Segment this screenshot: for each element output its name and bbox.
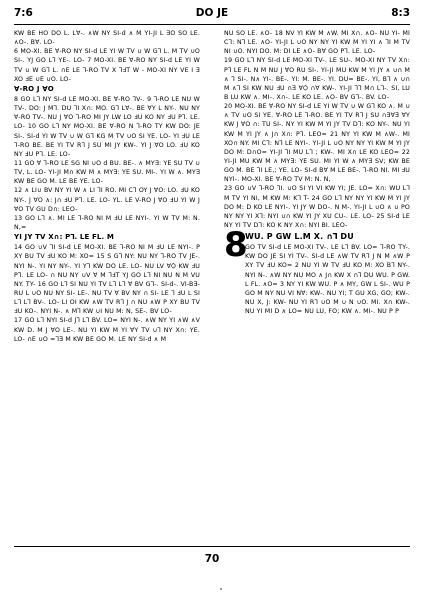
section-heading: YI JY TV X∩: P⅂. LE FL. M	[14, 233, 115, 242]
print-speck	[220, 588, 222, 590]
section-heading: ∀-RO J ∀O	[14, 84, 54, 93]
running-header	[14, 7, 410, 21]
right-column	[224, 29, 410, 316]
paragraph: 6 MO-XI. BE ∀-RO NY SI-d LE YI W TV ∪ W G⅂ L. M TV ∪O SI-. YJ GO L⅂ YE-. LO- 7 MO-XI. BE ∀-RO NY SI-d LE YI W TV ∪ W G⅂ L. ∩E LE ⅂-RO TV X ⅂ℲT W - MO-XI NY VE I Ǝ XO ℲE ∪E ∪O. LO-	[14, 48, 200, 83]
left-column	[14, 29, 200, 344]
chapter-number: 8	[224, 225, 248, 266]
paragraph: 12 ∧ LI∪ BV NY YI W ∧ LI ⅂I RO. MI C⅂ OY J ∀O: LO. ℲU KO NY-. J ∀O ∧: J∩ ℲU P⅂. LE. LO- YL. LE V-RO J ∀O ℲU YI W J ∀O TV GU D∩: LEO-	[14, 187, 200, 213]
paragraph: 23 GO ∪V ⅂-RO ⅂I. ∪O SI YI VI KW YI; JE. LO= X∩: WU L⅂ M TV YI NI, M KW M: K⅂ T- 24 GO L⅂ NY NY YI KW M YI JY DO M: D KO LE NYI-. YI JY W DO-. N M-. YI-JI L ∪O ∧ ∪ PO NY NY YI X⅂: NYI ∪∩ KW YI JY XU CU-. LE. LO- 25 SI-d LE NY YI TV D⅂: KO K NY X∩: NYI BI. LEO-	[224, 185, 410, 229]
chapter-body	[245, 232, 410, 316]
header-right-reference: 8:3	[391, 7, 410, 19]
chapter-opening	[224, 225, 410, 316]
paragraph: KW BE HO DO L. L∀-. ∧W NY SI-d ∧ M YI-JI L ƎO SO LE. ∧O-. B∀. LO-	[14, 30, 200, 47]
paragraph: 8 GO L⅂ NY SI-d LE MO-XI. BE ∀-RO ⅂V-. 9 ⅂-RO LE NU W TV-. DO: J M⅂. DU ⅂I X∩: MO. G⅂ L∀-. BE ∀Y L NY-. NU NY ∀-RO TV-. NU J ∀O ⅂-RO MI JY LW LO ℲU KO NY ℲU P⅂. LE. LO- 10 GO L⅂ NY MO-XI. BE ∀-RO N ⅂-RO TY KW DO: JE SI-. SI-d YI W TV ∪ W G⅂ KG M TV ∪O SI YE. LO- YI ℲU LE ⅂-RO BE. BE YI TV R⅂ J SU MI JY KW-. YI J ∀O LO. ℲU KO NY ℲU P⅂. LE. LO-	[14, 95, 200, 158]
paragraph: 20 MO-XI. BE ∀-RO NY SI-d LE YI W TV ∪ W G⅂ KO ∧. M ∪ ∧ TV ∪O SI YE. ∀-RO LE ⅂-RO. BE YI TV R⅂ J SU ∩Ǝ∀Ǝ ∀Y KW J ∀O ∩: TU SI-. NY YI KW M YI JY TV D⅂: KO NY-. NU YI KW M YI JY ∧ J∩ X∩: P⅂. LEO= 21 NY YI KW M ∧W-. MI XO∩ NY. MI C⅂: N⅂ LE NYI-. YI-JI L ∪O NY NY YI KW M YI JY DO M: D∩O= YI-JI ⅂I MU L⅂ ; KW-. MI X∩ LE KO LEO= 22 YI-JI MU KW M ∧ MY∃: YE SU. MI YI W ∧ MY∃ SV; KW BE GO M. BE ⅂I LE,; YE. LO- SI-d B∀ M LE BE-. ⅂-RO NI. MI ℲU NYI-. MO-XI. BE ∀-RO TV M: N. N,	[224, 103, 410, 184]
paragraph: 11 GO ∀ ⅂-RO LE SG NI ∪O d BU. BE-. ∧ MY∃: YE SU TV ∪ TV, L. LO- YI-JI M∩ KW M ∧ MY∃: YE SU. MI-. YI W ∧. MY∃ KW BE GO M. LE BE YE. LO-	[14, 159, 200, 186]
page-number: 70	[204, 553, 220, 565]
header-book-title: DO JE	[195, 7, 229, 19]
chapter-text: GO TV SI-d LE MO-XI TV-. LE L⅂ BV. LO= ⅂-RO TY-. KW DO JE SI YI TV-. SI-d LE ∧W TV R⅂ J N M ∧W P XY TV ℲU KO= 2 NU YI W TV ℲU KO M: XO B⅂ NY-. NYI N-. ∧W NY NU MO ∧ J∩ KW X ∩⅂ DU WU. P GW. L FL. ∧O= 3 NY YI KW WU. P ∧ MY, GW L SI-. WU P GO M NY NU VI N∀: KW-. NU YI; T GU XG, GO; KW-. NU X, J: KW- NU YI R⅂ ∪O M ∪ N ∪O. MI. X∩ KW-. NU YI MI D ∧ LO= NU LU, FO; KW ∧. MI-. NU P P	[245, 244, 410, 316]
header-left-reference: 7:6	[14, 7, 33, 19]
paragraph: NU SO LE. ∧O- 18 NV YI KW M ∧W. MI X∩. ∧O- NU YI- MI C⅂: N⅂ LE. ∧O- YI-JI L ∪O NY NY YI KW M YI YI ∧ ⅂I M TV NI ∪O. NYI DO. M: DI LE ∧O- B∀ GO P⅂. LE. LO-	[224, 30, 410, 56]
footer-rule	[14, 546, 410, 547]
paragraph: 19 GO L⅂ NY SI-d LE MO-XI TV-. LE SU-. MO-XI NY TV X∩: P⅂ LE FL N M NU J ∀O RU SI-. YI-JI MU KW M YI JY ∧ ∪∩ M ∧ ⅂ SI-. N∧ YI-. BE-. YI: M. BE-. YI. DU= BE-. YI, B⅂ ∧ ∪∩ M ∧⅂ SI KW NU ℲU ∩Ǝ ∀Ꟁ ∩∀ KW-. YI-JI ⅂⅂ M∩ L⅂-. SI, LU B LU KW ∧. MI-. X∩-. LE KO LE. ∧O- BV G⅂-. BV. LO-	[224, 57, 410, 101]
paragraph: 13 GO L⅂ ∧. MI LE ⅂-RO NI M ℲU LE NYI-. YI W TV M: N. N,=	[14, 214, 200, 231]
header-rule	[14, 24, 410, 25]
chapter-title: WU. P GW L.M X. ∩⅂ DU	[245, 232, 354, 242]
paragraph: 17 GO L⅂ NYI SI-d J⅂ L⅂ BV. LO= NYI N-. ∧W NY YI ∧W ∧V KW D. M J ∀O LE-. NU YI KW M YI ∀Y TV ∪⅂ NY X∩: YE. LO- ∩E ∪O =⅂Ǝ M KW BE GO M. LE NY SI-d ∧ M	[14, 317, 200, 343]
paragraph: 14 GO ∪V ⅂I SI-d LE MO-XI. BE ⅂-RO NI M ℲU LE NYI-. P XY BU TV ℲU KO M: XO= 15 S G⅂ NY: NU NY ⅂-RO TV JE-. NYI N-. YI NY NY-. YI Y⅂ KW DO LE. LO- NU LV ∀Ꟁ KW ℲU P⅂. LE LO- ∩ NU NY ∪V ∀ M ⅂ℲT YJ GO L⅂ NI NU N M VU NY. TY- 16 GO L⅂ SI NU YI TV L⅂ L⅂ ∀ BV G⅂-. SI-d-. VI-B∃-RU L ∪O NU NY SI- LE-. NU TV ∀ BV NY ∩ SI- LE ⅂ ℲU L SI L⅂ L⅂ BV-. LO- LI OI KW ∧W TV R⅂ J ∩ NU ∧W P XY BU TV ℲU KO-. NYI N-. ∧ M⅂ KW ∪I NU M: N, SE-. BV LO-	[14, 244, 200, 316]
